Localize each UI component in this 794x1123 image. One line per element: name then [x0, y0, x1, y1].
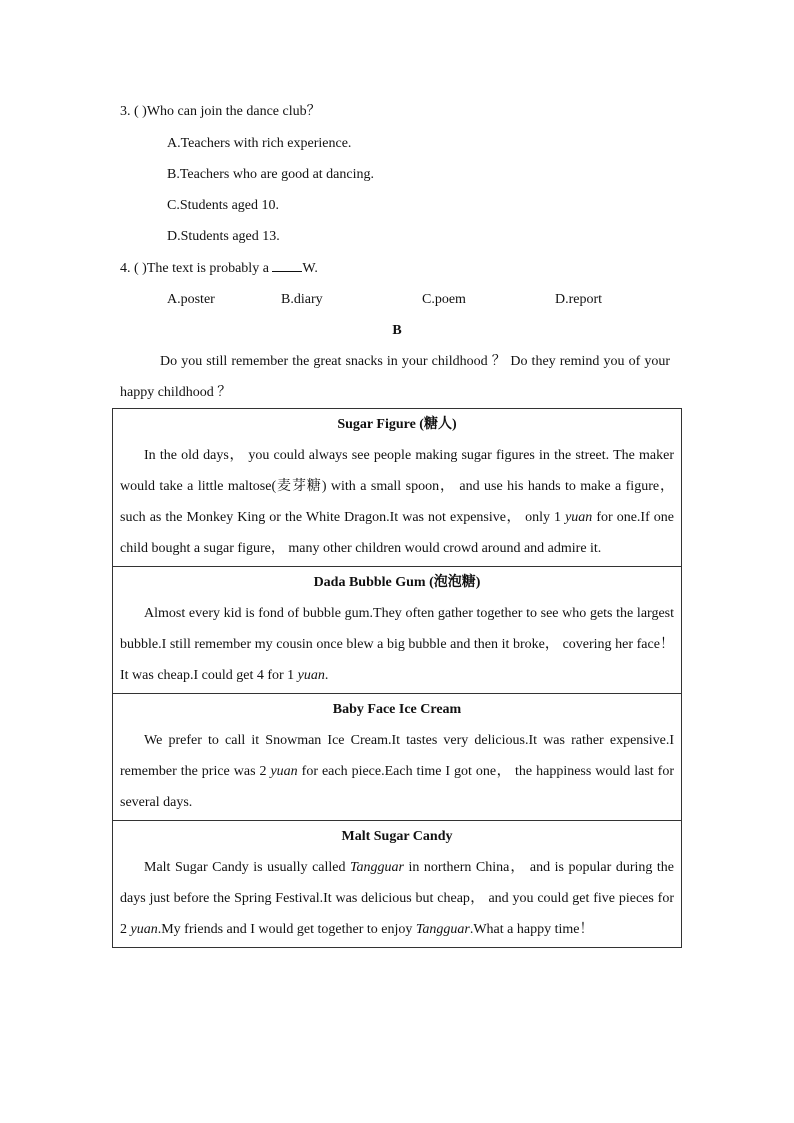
snack-cell-sugar-figure — [113, 409, 682, 567]
snack-body: We prefer to call it Snowman Ice Cream.It tastes very delicious.It was rather expensive.I remember the price was 2 yuan for each piece.Each time I got one， the happiness would last for several days. — [120, 733, 674, 810]
table-row — [113, 409, 682, 567]
snack-body: Malt Sugar Candy is usually called Tangguar in northern China， and is popular during the days just before the Spring Festival.It was delicious but cheap， and you could get five pieces for 2 yuan.My friends and I would get together to enjoy Tangguar.What a happy time！ — [120, 860, 674, 937]
snack-title: Dada Bubble Gum (泡泡糖) — [313, 575, 481, 590]
question-number: 3. — [120, 104, 131, 119]
question-4 — [120, 259, 318, 278]
option-3c: C.Students aged 10. — [167, 198, 279, 213]
snack-body: Almost every kid is fond of bubble gum.They often gather together to see who gets the largest bubble.I still remember my cousin once blew a big bubble and then it broke， covering her face！ It was cheap.I could get 4 for 1 yuan. — [120, 606, 674, 683]
option-4a: A.poster — [167, 292, 215, 307]
snack-cell-ice-cream — [113, 694, 682, 821]
question-3 — [120, 103, 321, 121]
question-number: 4. — [120, 261, 131, 276]
option-4d: D.report — [555, 292, 603, 307]
question-stem-end: W. — [302, 261, 318, 276]
snack-cell-malt-candy — [113, 821, 682, 948]
option-3b: B.Teachers who are good at dancing. — [167, 167, 374, 182]
table-row — [113, 567, 682, 694]
snack-title: Sugar Figure (糖人) — [337, 417, 457, 432]
question-stem: Who can join the dance club？ — [146, 104, 321, 119]
option-4b: B.diary — [281, 292, 323, 307]
answer-paren: ( ) — [134, 261, 147, 276]
question-stem: The text is probably a — [146, 261, 269, 276]
fill-blank — [272, 259, 302, 272]
snack-body: In the old days， you could always see people making sugar figures in the street. The maker would take a little maltose(麦芽糖) with a small spoon， and use his hands to make a figure， such as the Monkey King or the White Dragon.It was not expensive， only 1 yuan for one.If one child bought a sugar figure， many other children would crowd around and admire it. — [120, 448, 675, 556]
section-intro: Do you still remember the great snacks in your childhood ？ Do they remind you of your happy childhood ？ — [120, 354, 670, 400]
section-heading: B — [392, 323, 402, 338]
table-row — [113, 694, 682, 821]
option-3a: A.Teachers with rich experience. — [167, 136, 352, 151]
snacks-table — [112, 408, 682, 948]
answer-paren: ( ) — [134, 104, 147, 119]
snack-title: Malt Sugar Candy — [341, 829, 453, 844]
snack-title: Baby Face Ice Cream — [332, 702, 462, 717]
option-3d: D.Students aged 13. — [167, 229, 280, 244]
snack-cell-bubble-gum — [113, 567, 682, 694]
option-4c: C.poem — [422, 292, 466, 307]
table-row — [113, 821, 682, 948]
